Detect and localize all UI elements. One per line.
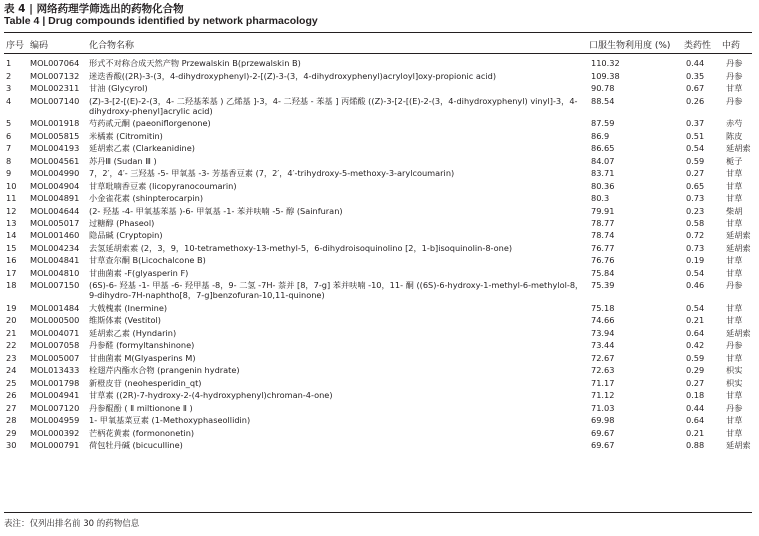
compound-code: MOL001918 — [30, 118, 80, 129]
row-number: 14 — [6, 230, 17, 241]
compound-code: MOL004193 — [30, 143, 80, 154]
oral-bioavailability: 84.07 — [591, 155, 615, 166]
herb-name: 甘草 — [726, 315, 743, 326]
row-number: 15 — [6, 242, 17, 253]
oral-bioavailability: 69.67 — [591, 427, 615, 438]
table-row — [4, 302, 754, 314]
compound-name: 延胡索乙素 (Hyndarin) — [89, 327, 177, 338]
compound-code: MOL000500 — [30, 315, 80, 326]
row-number: 6 — [6, 130, 12, 141]
compound-name: 甘曲菌素 -F(glyasperin F) — [89, 267, 189, 278]
compound-code: MOL007140 — [30, 95, 80, 106]
herb-name: 甘草 — [726, 218, 743, 228]
row-number: 27 — [6, 402, 17, 413]
table-row — [4, 167, 754, 179]
header-code: 编码 — [30, 41, 49, 51]
herb-name: 赤芍 — [726, 118, 743, 129]
oral-bioavailability: 75.18 — [591, 302, 615, 313]
row-number: 22 — [6, 340, 17, 351]
row-number: 23 — [6, 352, 17, 363]
herb-name: 栀子 — [726, 155, 743, 166]
oral-bioavailability: 75.39 — [591, 280, 615, 291]
drug-likeness: 0.27 — [686, 377, 705, 388]
row-number: 1 — [6, 58, 12, 69]
table-row — [4, 94, 754, 116]
table-row — [4, 439, 754, 451]
table-row — [4, 242, 754, 254]
drug-likeness: 0.37 — [686, 118, 705, 129]
drug-likeness: 0.26 — [686, 95, 705, 106]
compound-name: 迷迭香酸((2R)-3-(3，4-dihydroxyphenyl)-2-[(Z)-3-(3，4-dihydroxyphenyl)acryloyl]oxy-propionic acid) — [89, 70, 497, 81]
row-number: 13 — [6, 218, 17, 228]
drug-likeness: 0.18 — [686, 390, 705, 401]
herb-name: 延胡索 — [726, 440, 751, 451]
compound-code: MOL004234 — [30, 242, 80, 253]
drug-likeness: 0.27 — [686, 168, 705, 179]
oral-bioavailability: 86.65 — [591, 143, 615, 154]
row-number: 26 — [6, 390, 17, 401]
compound-name: 1- 甲氧基菜豆素 (1-Methoxyphaseollidin) — [89, 415, 251, 426]
header-oral-bioavailability: 口服生物利用度 (%) — [589, 41, 671, 51]
row-number: 30 — [6, 440, 17, 451]
herb-name: 甘草 — [726, 83, 743, 94]
compound-code: MOL005815 — [30, 130, 80, 141]
drug-likeness: 0.44 — [686, 402, 705, 413]
compound-code: MOL007150 — [30, 280, 80, 291]
compound-table-body — [4, 57, 754, 452]
table-row — [4, 314, 754, 326]
table-title-english: Table 4 | Drug compounds identified by network pharmacology — [4, 15, 318, 27]
row-number: 20 — [6, 315, 17, 326]
oral-bioavailability: 80.36 — [591, 180, 615, 191]
drug-likeness: 0.73 — [686, 193, 705, 204]
table-title-chinese: 表 4 | 网络药理学筛选出的药物化合物 — [4, 3, 184, 15]
oral-bioavailability: 72.63 — [591, 365, 615, 376]
compound-name: 芒柄花黄素 (formononetin) — [89, 427, 195, 438]
oral-bioavailability: 71.17 — [591, 377, 615, 388]
drug-likeness: 0.19 — [686, 255, 705, 266]
drug-likeness: 0.72 — [686, 230, 705, 241]
compound-name: 小金雀花素 (shinpterocarpin) — [89, 193, 204, 204]
compound-name: 7，2′，4′- 三羟基 -5- 甲氧基 -3- 芳基香豆素 (7，2′，4′-trihydroxy-5-methoxy-3-arylcoumarin) — [89, 168, 455, 179]
table-row — [4, 129, 754, 141]
oral-bioavailability: 80.3 — [591, 193, 610, 204]
herb-name: 陈皮 — [726, 130, 743, 141]
compound-name: 维斯体素 (Vestitol) — [89, 315, 161, 326]
oral-bioavailability: 69.98 — [591, 415, 615, 426]
table-row — [4, 57, 754, 69]
compound-code: MOL000392 — [30, 427, 80, 438]
compound-code: MOL001798 — [30, 377, 80, 388]
table-row — [4, 154, 754, 166]
oral-bioavailability: 76.77 — [591, 242, 615, 253]
header-compound-name: 化合物名称 — [89, 41, 135, 51]
header-herb: 中药 — [722, 41, 741, 51]
herb-name: 甘草 — [726, 302, 743, 313]
herb-name: 延胡索 — [726, 230, 751, 241]
drug-likeness: 0.65 — [686, 180, 705, 191]
drug-likeness: 0.73 — [686, 242, 705, 253]
herb-name: 延胡索 — [726, 143, 751, 154]
compound-code: MOL004561 — [30, 155, 80, 166]
compound-name: 苏丹Ⅲ (Sudan Ⅲ ) — [89, 155, 157, 166]
drug-likeness: 0.21 — [686, 315, 705, 326]
compound-name: (Z)-3-[2-[(E)-2-(3，4- 二羟基苯基 ) 乙烯基 ]-3，4- 二羟基 - 苯基 ] 丙烯酸 ((Z)-3-[2-[(E)-2-(3，4-dihydroxyphenyl) vinyl]-3，4-dihydroxy-phenyl]acrylic acid) — [89, 95, 578, 116]
compound-code: MOL004959 — [30, 415, 80, 426]
table-row — [4, 377, 754, 389]
drug-likeness: 0.21 — [686, 427, 705, 438]
compound-name: 芍药贰元酮 (paeoniflorgenone) — [89, 118, 211, 129]
row-number: 7 — [6, 143, 12, 154]
oral-bioavailability: 83.71 — [591, 168, 615, 179]
oral-bioavailability: 72.67 — [591, 352, 615, 363]
table-row — [4, 217, 754, 229]
compound-code: MOL004071 — [30, 327, 80, 338]
compound-code: MOL004990 — [30, 168, 80, 179]
table-row — [4, 82, 754, 94]
compound-code: MOL005007 — [30, 352, 80, 363]
drug-likeness: 0.44 — [686, 58, 705, 69]
oral-bioavailability: 79.91 — [591, 205, 615, 216]
compound-name: 延胡索乙素 (Clarkeanidine) — [89, 143, 195, 154]
compound-name: 甘曲菌素 M(Glyasperins M) — [89, 352, 196, 363]
table-row — [4, 179, 754, 191]
oral-bioavailability: 88.54 — [591, 95, 615, 106]
compound-name: 栓翅芹内酯水合物 (prangenin hydrate) — [89, 365, 240, 376]
herb-name: 丹参 — [726, 340, 743, 351]
row-number: 18 — [6, 280, 17, 291]
oral-bioavailability: 78.77 — [591, 218, 615, 228]
oral-bioavailability: 78.74 — [591, 230, 615, 241]
compound-name: 过糖醇 (Phaseol) — [89, 218, 155, 228]
herb-name: 枳实 — [726, 377, 743, 388]
oral-bioavailability: 75.84 — [591, 267, 615, 278]
row-number: 8 — [6, 155, 12, 166]
herb-name: 甘草 — [726, 427, 743, 438]
drug-likeness: 0.58 — [686, 218, 705, 228]
compound-name: 新橙皮苷 (neohesperidin_qt) — [89, 377, 202, 388]
herb-name: 甘草 — [726, 390, 743, 401]
row-number: 9 — [6, 168, 12, 179]
drug-likeness: 0.51 — [686, 130, 705, 141]
row-number: 3 — [6, 83, 12, 94]
table-row — [4, 339, 754, 351]
oral-bioavailability: 90.78 — [591, 83, 615, 94]
herb-name: 延胡索 — [726, 242, 751, 253]
compound-name: 隐品碱 (Cryptopin) — [89, 230, 163, 241]
top-rule — [4, 32, 752, 33]
row-number: 29 — [6, 427, 17, 438]
compound-name: 丹参醛 (formyltanshinone) — [89, 340, 195, 351]
compound-code: MOL013433 — [30, 365, 80, 376]
compound-code: MOL007064 — [30, 58, 80, 69]
compound-name: 去氢延胡索素 (2，3，9，10-tetramethoxy-13-methyl-5，6-dihydroisoquinolino [2，1-b]isoquinolin-8-one) — [89, 242, 513, 253]
compound-code: MOL001460 — [30, 230, 80, 241]
oral-bioavailability: 110.32 — [591, 58, 620, 69]
row-number: 28 — [6, 415, 17, 426]
drug-likeness: 0.67 — [686, 83, 705, 94]
drug-likeness: 0.64 — [686, 415, 705, 426]
compound-name: 甘草吡喃香豆素 (licopyranocoumarin) — [89, 180, 237, 191]
herb-name: 丹参 — [726, 402, 743, 413]
herb-name: 丹参 — [726, 70, 743, 81]
herb-name: 丹参 — [726, 58, 743, 69]
herb-name: 柴胡 — [726, 205, 743, 216]
table-row — [4, 352, 754, 364]
row-number: 12 — [6, 205, 17, 216]
herb-name: 甘草 — [726, 255, 743, 266]
table-row — [4, 402, 754, 414]
compound-code: MOL000791 — [30, 440, 80, 451]
drug-likeness: 0.23 — [686, 205, 705, 216]
herb-name: 丹参 — [726, 95, 743, 106]
drug-likeness: 0.88 — [686, 440, 705, 451]
oral-bioavailability: 69.67 — [591, 440, 615, 451]
compound-name: 丹参醌酚 ( Ⅱ miltionone Ⅱ ) — [89, 402, 193, 413]
drug-likeness: 0.54 — [686, 302, 705, 313]
herb-name: 延胡索 — [726, 327, 751, 338]
row-number: 4 — [6, 95, 12, 106]
compound-code: MOL007132 — [30, 70, 80, 81]
row-number: 24 — [6, 365, 17, 376]
compound-name: 荷包牡丹碱 (bicuculline) — [89, 440, 183, 451]
table-row — [4, 364, 754, 376]
compound-name: 大戟槐素 (Inermine) — [89, 302, 168, 313]
table-row — [4, 279, 754, 301]
compound-name: 形式不对称合成天然产物 Przewalskin B(przewalskin B) — [89, 58, 301, 69]
table-row — [4, 389, 754, 401]
table-row — [4, 414, 754, 426]
herb-name: 甘草 — [726, 180, 743, 191]
compound-code: MOL001484 — [30, 302, 80, 313]
table-row — [4, 229, 754, 241]
compound-code: MOL004904 — [30, 180, 80, 191]
herb-name: 甘草 — [726, 168, 743, 179]
compound-table — [4, 57, 754, 452]
compound-name: (2- 羟基 -4- 甲氧基苯基 )-6- 甲氧基 -1- 苯并呋喃 -5- 醇 (Sainfuran) — [89, 205, 343, 216]
compound-code: MOL004810 — [30, 267, 80, 278]
drug-likeness: 0.54 — [686, 267, 705, 278]
oral-bioavailability: 86.9 — [591, 130, 610, 141]
header-drug-likeness: 类药性 — [684, 41, 712, 51]
drug-likeness: 0.42 — [686, 340, 705, 351]
row-number: 10 — [6, 180, 17, 191]
row-number: 11 — [6, 193, 17, 204]
row-number: 16 — [6, 255, 17, 266]
header-rule — [4, 53, 752, 54]
drug-likeness: 0.59 — [686, 155, 705, 166]
drug-likeness: 0.54 — [686, 143, 705, 154]
herb-name: 甘草 — [726, 352, 743, 363]
row-number: 25 — [6, 377, 17, 388]
table-row — [4, 142, 754, 154]
table-row — [4, 204, 754, 216]
table-row — [4, 254, 754, 266]
drug-likeness: 0.46 — [686, 280, 705, 291]
compound-name: (6S)-6- 羟基 -1- 甲基 -6- 羟甲基 -8，9- 二氢 -7H- 萘并 [8，7-g] 苯并呋喃 -10，11- 酮 ((6S)-6-hydroxy-1-methyl-6-methylol-8，9-dihydro-7H-naphtho[8，7-g]benzofuran-10,11-quinone) — [89, 280, 584, 301]
compound-name: 甘草素 ((2R)-7-hydroxy-2-(4-hydroxyphenyl)chroman-4-one) — [89, 390, 333, 401]
herb-name: 甘草 — [726, 193, 743, 204]
table-row — [4, 327, 754, 339]
compound-name: 甘草查尔酮 B(Licochalcone B) — [89, 255, 206, 266]
drug-likeness: 0.64 — [686, 327, 705, 338]
header-no: 序号 — [6, 41, 25, 51]
oral-bioavailability: 87.59 — [591, 118, 615, 129]
table-note: 表注：仅列出排名前 30 的药物信息 — [4, 519, 140, 529]
drug-likeness: 0.59 — [686, 352, 705, 363]
compound-code: MOL007120 — [30, 402, 80, 413]
compound-code: MOL004644 — [30, 205, 80, 216]
compound-code: MOL005017 — [30, 218, 80, 228]
oral-bioavailability: 74.66 — [591, 315, 615, 326]
oral-bioavailability: 73.44 — [591, 340, 615, 351]
herb-name: 丹参 — [726, 280, 743, 291]
compound-name: 米橘素 (Citromitin) — [89, 130, 163, 141]
table-row — [4, 69, 754, 81]
herb-name: 枳实 — [726, 365, 743, 376]
oral-bioavailability: 109.38 — [591, 70, 620, 81]
row-number: 17 — [6, 267, 17, 278]
compound-code: MOL004841 — [30, 255, 80, 266]
drug-likeness: 0.29 — [686, 365, 705, 376]
row-number: 21 — [6, 327, 17, 338]
row-number: 19 — [6, 302, 17, 313]
drug-likeness: 0.35 — [686, 70, 705, 81]
herb-name: 甘草 — [726, 267, 743, 278]
bottom-rule — [4, 512, 752, 513]
herb-name: 甘草 — [726, 415, 743, 426]
oral-bioavailability: 76.76 — [591, 255, 615, 266]
table-row — [4, 192, 754, 204]
compound-code: MOL002311 — [30, 83, 80, 94]
oral-bioavailability: 71.03 — [591, 402, 615, 413]
compound-code: MOL007058 — [30, 340, 80, 351]
table-row — [4, 267, 754, 279]
compound-name: 甘油 (Glycyrol) — [89, 83, 148, 94]
table-row — [4, 117, 754, 129]
compound-code: MOL004891 — [30, 193, 80, 204]
oral-bioavailability: 71.12 — [591, 390, 615, 401]
row-number: 2 — [6, 70, 12, 81]
row-number: 5 — [6, 118, 12, 129]
table-row — [4, 427, 754, 439]
compound-code: MOL004941 — [30, 390, 80, 401]
oral-bioavailability: 73.94 — [591, 327, 615, 338]
